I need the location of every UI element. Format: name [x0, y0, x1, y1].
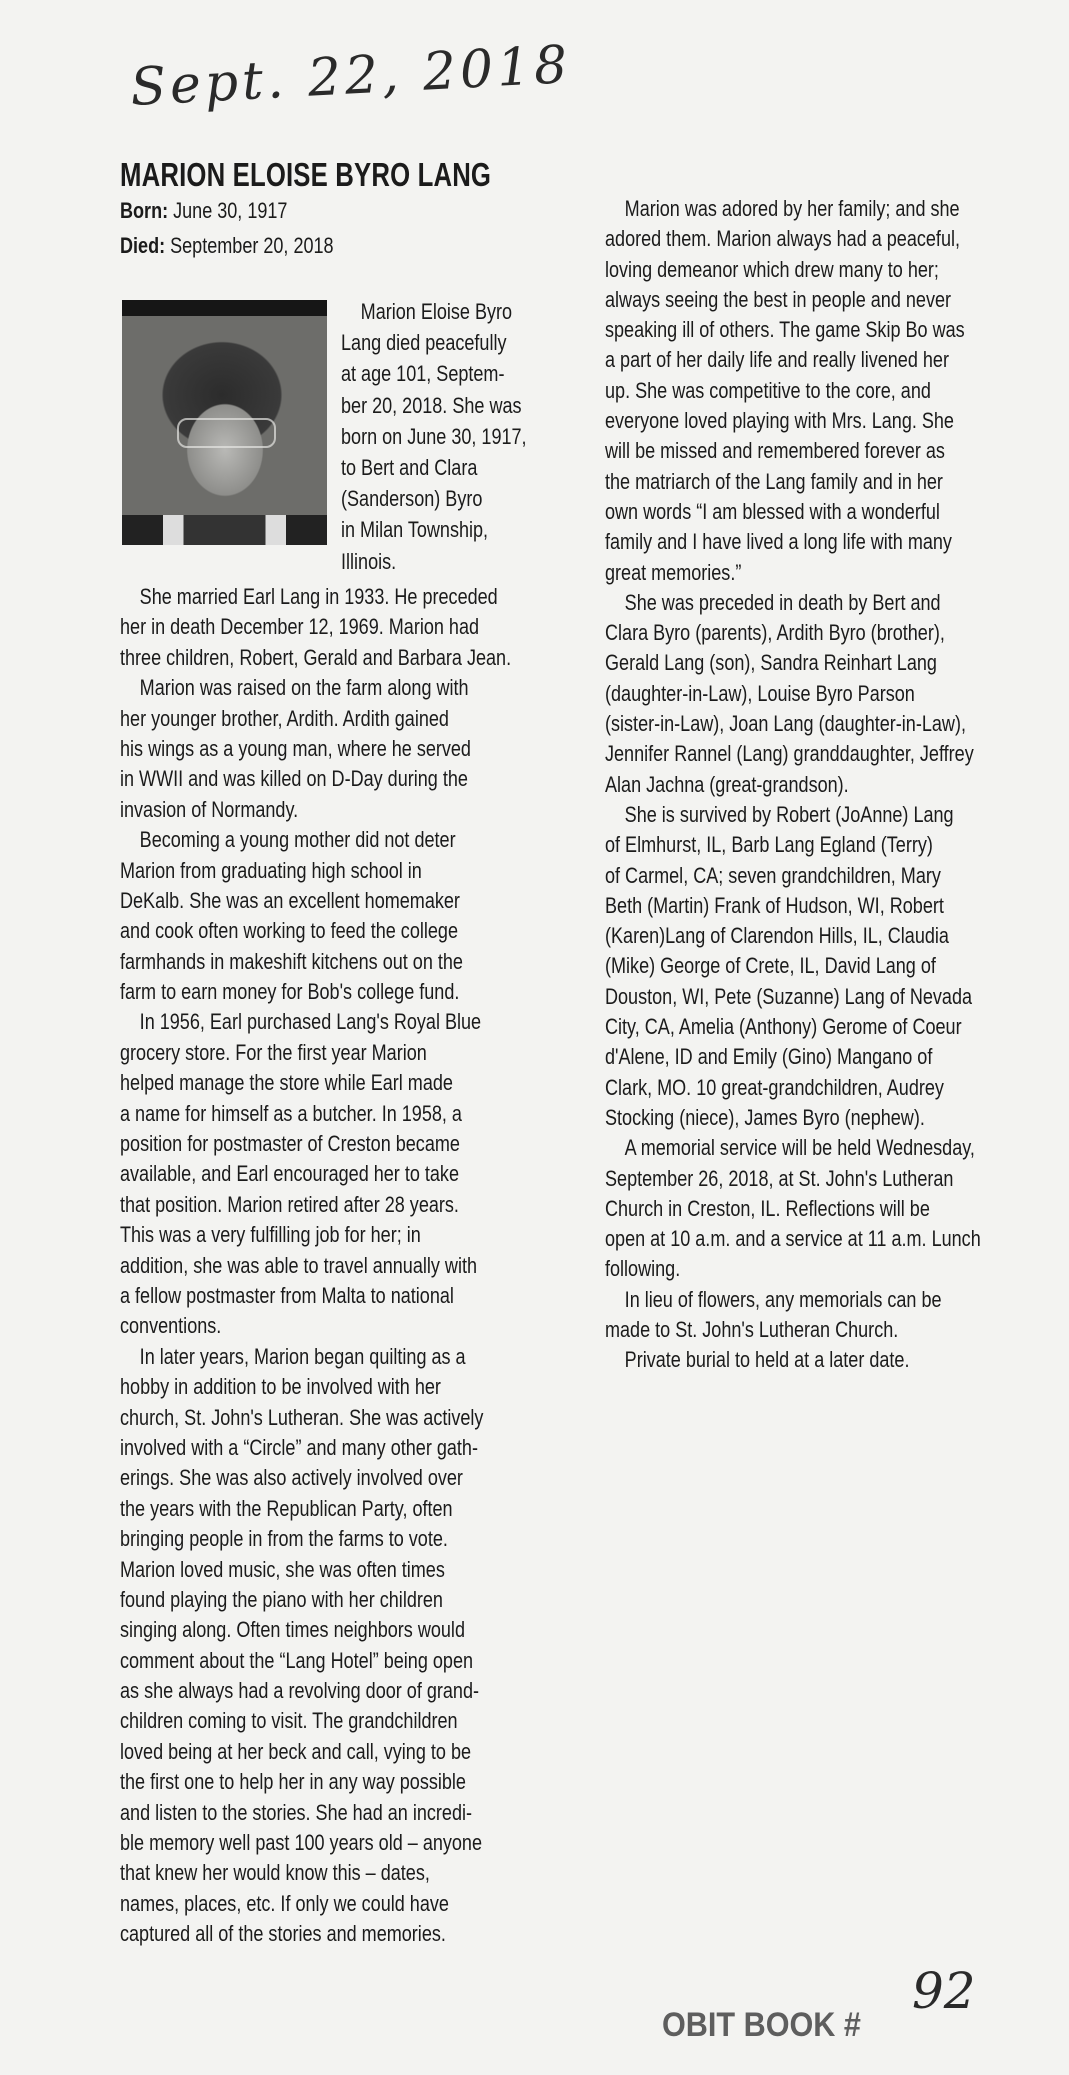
text-line: a fellow postmaster from Malta to national — [120, 1282, 454, 1308]
text-line: Clark, MO. 10 great-grandchildren, Audrey — [605, 1074, 944, 1100]
text-line: Alan Jachna (great-grandson). — [605, 771, 849, 797]
text-line: comment about the “Lang Hotel” being open — [120, 1647, 474, 1673]
text-line: She was preceded in death by Bert and — [624, 589, 941, 615]
text-line: family and I have lived a long life with many — [605, 529, 952, 555]
text-line: In lieu of flowers, any memorials can be — [624, 1286, 942, 1312]
text-line: d'Alene, ID and Emily (Gino) Mangano of — [605, 1044, 933, 1070]
paragraph — [120, 673, 563, 825]
right-column — [605, 194, 1048, 1376]
paragraph — [605, 588, 1048, 800]
text-line: his wings as a young man, where he served — [120, 735, 471, 761]
text-line: In later years, Marion began quilting as a — [139, 1343, 466, 1369]
paragraph — [605, 194, 1048, 588]
left-column — [120, 582, 563, 1950]
text-line: and listen to the stories. She had an incredi- — [120, 1799, 472, 1825]
text-line: the years with the Republican Party, often — [120, 1495, 453, 1521]
text-line: following. — [605, 1256, 681, 1282]
text-line: addition, she was able to travel annually with — [120, 1252, 478, 1278]
text-line: Marion from graduating high school in — [120, 857, 422, 883]
paragraph — [605, 1345, 1048, 1375]
text-line: Becoming a young mother did not deter — [139, 827, 456, 853]
paragraph — [120, 1007, 563, 1341]
text-line: everyone loved playing with Mrs. Lang. She — [605, 408, 954, 434]
text-line: (Mike) George of Crete, IL, David Lang of — [605, 953, 936, 979]
paragraph — [120, 825, 563, 1007]
text-line: three children, Robert, Gerald and Barbara Jean. — [120, 644, 512, 670]
text-line: hobby in addition to be involved with her — [120, 1374, 441, 1400]
text-line: Beth (Martin) Frank of Hudson, WI, Robert — [605, 892, 944, 918]
text-line: (sister-in-Law), Joan Lang (daughter-in-Law), — [605, 711, 966, 737]
text-line: City, CA, Amelia (Anthony) Gerome of Coeur — [605, 1014, 962, 1040]
text-line: made to St. John's Lutheran Church. — [605, 1316, 899, 1342]
text-line: will be missed and remembered forever as — [605, 438, 945, 464]
text-line: Private burial to held at a later date. — [624, 1347, 910, 1373]
text-line: of Carmel, CA; seven grandchildren, Mary — [605, 862, 941, 888]
paragraph — [605, 1285, 1048, 1346]
text-line: Jennifer Rannel (Lang) granddaughter, Jeffrey — [605, 741, 974, 767]
text-line: speaking ill of others. The game Skip Bo was — [605, 317, 965, 343]
paragraph — [605, 800, 1048, 1133]
collar-detail — [122, 515, 327, 545]
text-line: born on June 30, 1917, — [341, 423, 527, 449]
text-line: names, places, etc. If only we could have — [120, 1890, 449, 1916]
text-line: Lang died peacefully — [341, 330, 507, 356]
text-line: adored them. Marion always had a peaceful, — [605, 226, 960, 252]
text-line: own words “I am blessed with a wonderful — [605, 498, 940, 524]
paragraph — [120, 582, 563, 673]
text-line: church, St. John's Lutheran. She was actively — [120, 1404, 484, 1430]
text-line: that knew her would know this – dates, — [120, 1860, 430, 1886]
text-line: singing along. Often times neighbors would — [120, 1617, 465, 1643]
text-line: a part of her daily life and really livened her — [605, 347, 949, 373]
text-line: erings. She was also actively involved over — [120, 1465, 463, 1491]
text-line: Clara Byro (parents), Ardith Byro (brother), — [605, 620, 945, 646]
text-line: a name for himself as a butcher. In 1958, a — [120, 1100, 462, 1126]
handwritten-date: Sept. 22, 2018 — [128, 34, 573, 118]
text-line: She is survived by Robert (JoAnne) Lang — [624, 801, 954, 827]
text-line: (Karen)Lang of Clarendon Hills, IL, Claudia — [605, 923, 949, 949]
text-line: A memorial service will be held Wednesday, — [624, 1135, 975, 1161]
text-line: at age 101, Septem- — [341, 361, 505, 387]
obit-book-stamp: OBIT BOOK # — [662, 2006, 861, 2044]
paragraph — [341, 296, 554, 577]
text-line: farmhands in makeshift kitchens out on the — [120, 948, 463, 974]
text-line: (daughter-in-Law), Louise Byro Parson — [605, 680, 915, 706]
died-value: September 20, 2018 — [165, 233, 334, 258]
text-line: DeKalb. She was an excellent homemaker — [120, 887, 460, 913]
text-line: found playing the piano with her children — [120, 1586, 443, 1612]
text-line: available, and Earl encouraged her to take — [120, 1161, 459, 1187]
obituary-title: MARION ELOISE BYRO LANG — [120, 156, 492, 193]
text-line: position for postmaster of Creston became — [120, 1131, 460, 1157]
text-line: This was a very fulfilling job for her; in — [120, 1222, 421, 1248]
intro-paragraph — [341, 296, 554, 577]
text-line: Gerald Lang (son), Sandra Reinhart Lang — [605, 650, 937, 676]
text-line: in WWII and was killed on D-Day during the — [120, 766, 468, 792]
text-line: Marion loved music, she was often times — [120, 1556, 445, 1582]
text-line: to Bert and Clara — [341, 454, 478, 480]
text-line: loved being at her beck and call, vying to be — [120, 1738, 472, 1764]
text-line: ber 20, 2018. She was — [341, 392, 522, 418]
text-line: the first one to help her in any way possible — [120, 1769, 466, 1795]
text-line: up. She was competitive to the core, and — [605, 377, 931, 403]
text-line: always seeing the best in people and never — [605, 286, 952, 312]
text-line: Marion was adored by her family; and she — [624, 196, 960, 221]
text-line: Stocking (niece), James Byro (nephew). — [605, 1104, 925, 1130]
text-line: and cook often working to feed the college — [120, 918, 458, 944]
died-label: Died: — [120, 233, 166, 258]
paragraph — [605, 1133, 1048, 1284]
text-line: involved with a “Circle” and many other gath- — [120, 1434, 478, 1460]
text-line: in Milan Township, — [341, 517, 489, 543]
portrait-photo — [122, 300, 327, 545]
text-line: In 1956, Earl purchased Lang's Royal Blue — [139, 1009, 482, 1035]
text-line: Illinois. — [341, 548, 397, 574]
text-line: loving demeanor which drew many to her; — [605, 256, 939, 282]
text-line: She married Earl Lang in 1933. He preceded — [139, 584, 498, 609]
text-line: Marion was raised on the farm along with — [139, 675, 469, 701]
handwritten-book-number: 92 — [912, 1962, 976, 2020]
text-line: farm to earn money for Bob's college fund. — [120, 979, 460, 1005]
text-line: bringing people in from the farms to vote. — [120, 1526, 448, 1552]
text-line: that position. Marion retired after 28 years. — [120, 1191, 459, 1217]
text-line: grocery store. For the first year Marion — [120, 1039, 427, 1065]
text-line: her in death December 12, 1969. Marion had — [120, 614, 480, 640]
text-line: children coming to visit. The grandchildren — [120, 1708, 458, 1734]
born-value: June 30, 1917 — [168, 198, 288, 223]
text-line: September 26, 2018, at St. John's Lutheran — [605, 1165, 954, 1191]
text-line: her younger brother, Ardith. Ardith gained — [120, 705, 449, 731]
text-line: Marion Eloise Byro — [360, 299, 513, 324]
text-line: the matriarch of the Lang family and in her — [605, 468, 943, 494]
born-label: Born: — [120, 198, 169, 223]
text-line: open at 10 a.m. and a service at 11 a.m. Lunch — [605, 1226, 981, 1252]
text-line: helped manage the store while Earl made — [120, 1070, 453, 1096]
glasses-detail — [177, 418, 276, 448]
paragraph — [120, 1342, 563, 1950]
text-line: Douston, WI, Pete (Suzanne) Lang of Nevada — [605, 983, 973, 1009]
born-line — [120, 198, 287, 224]
text-line: (Sanderson) Byro — [341, 486, 483, 512]
text-line: ble memory well past 100 years old – anyone — [120, 1830, 483, 1856]
text-line: great memories.” — [605, 559, 742, 585]
text-line: as she always had a revolving door of grand- — [120, 1678, 480, 1704]
text-line: captured all of the stories and memories. — [120, 1921, 446, 1947]
text-line: Church in Creston, IL. Reflections will be — [605, 1195, 930, 1221]
died-line — [120, 233, 334, 259]
text-line: of Elmhurst, IL, Barb Lang Egland (Terry) — [605, 832, 933, 858]
text-line: conventions. — [120, 1313, 222, 1339]
text-line: invasion of Normandy. — [120, 796, 299, 822]
